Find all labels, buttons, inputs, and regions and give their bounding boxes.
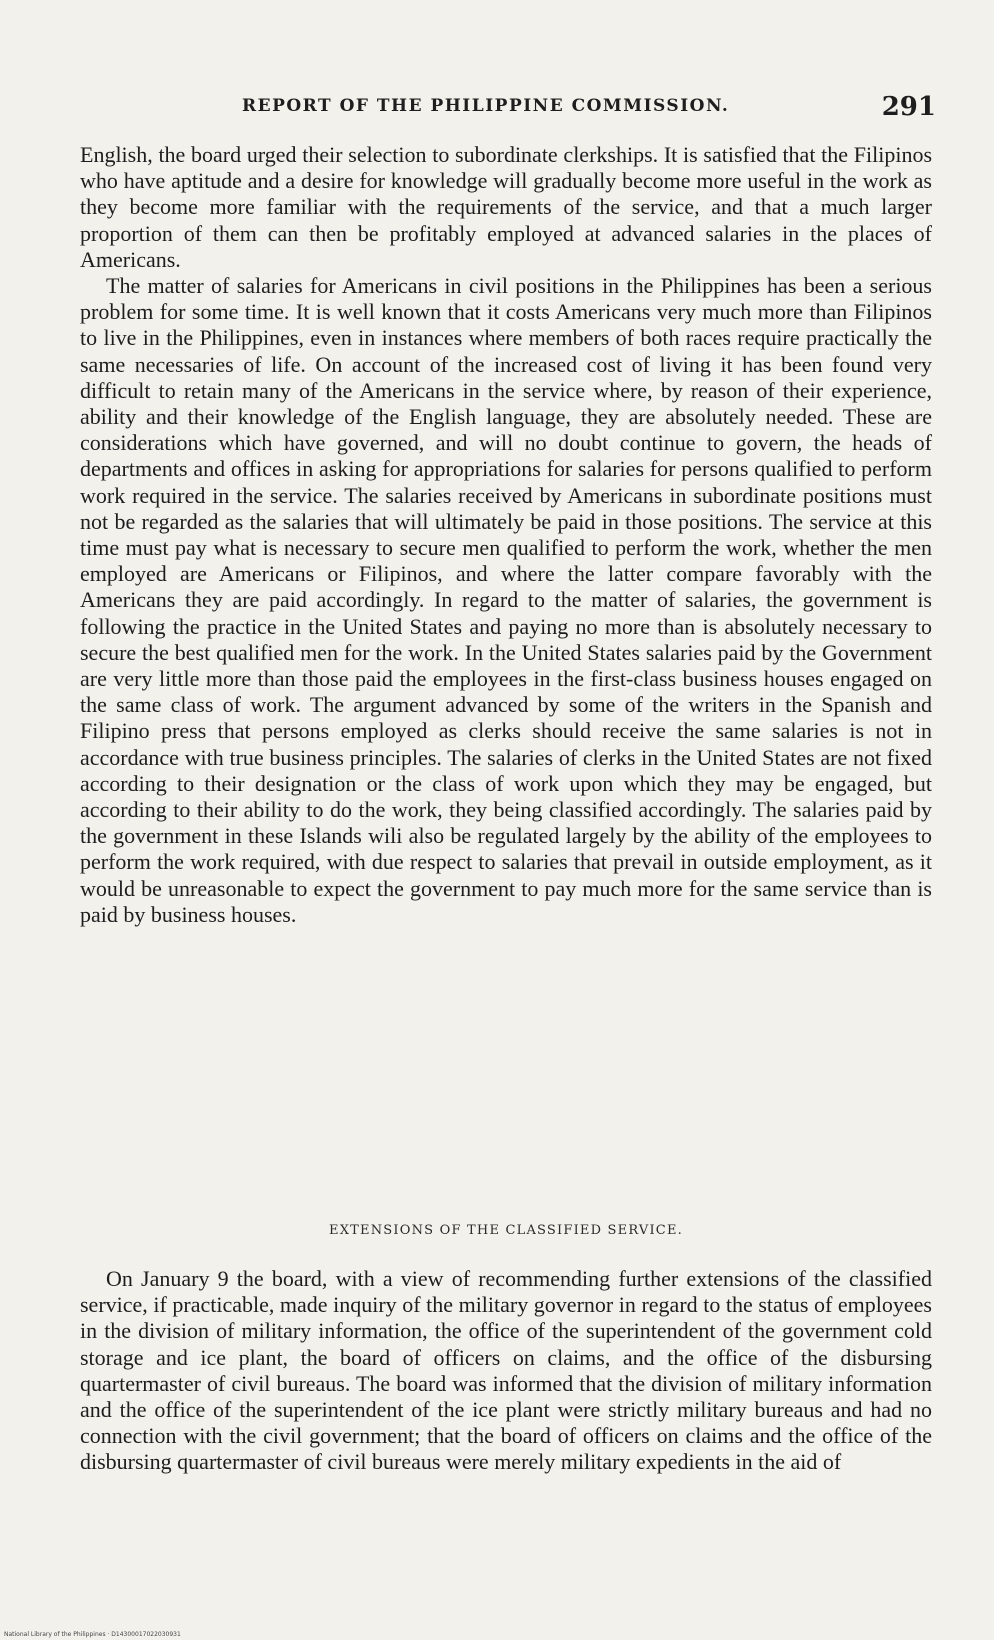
- paragraph-extensions: On January 9 the board, with a view of recommending further extensions of the classified service, if practicable, made inquiry of the military governor in regard to the status of employees in the division of military information, the office of the superintendent of the government cold storage and ice plant, the board of officers on claims, and the office of the disbursing quartermaster of civil bureaus. The board was informed that the division of military information and the office of the superintendent of the ice plant were strictly military bureaus and had no connection with the civil government; that the board of officers on claims and the office of the disbursing quartermaster of civil bureaus were merely military expedients in the aid of: [80, 1266, 932, 1475]
- page-number: 291: [881, 92, 936, 122]
- paragraph-salaries: The matter of salaries for Americans in civil positions in the Philippines has been a serious problem for some time. It is well known that it costs Americans very much more than Filipinos to live in the Philippines, even in instances where members of both races require practically the same necessaries of life. On account of the increased cost of living it has been found very difficult to retain many of the Americans in the service where, by reason of their experience, ability and their knowledge of the English language, they are absolutely needed. These are considerations which have governed, and will no doubt continue to govern, the heads of departments and offices in asking for appropriations for salaries for persons qualified to perform work required in the service. The salaries received by Americans in subordinate positions must not be regarded as the salaries that will ultimately be paid in those positions. The service at this time must pay what is necessary to secure men qualified to perform the work, whether the men employed are Americans or Filipinos, and where the latter compare favorably with the Americans they are paid accordingly. In regard to the matter of salaries, the government is following the practice in the United States and paying no more than is absolutely necessary to secure the best qualified men for the work. In the United States salaries paid by the Government are very little more than those paid the employees in the first-class business houses engaged on the same class of work. The argument advanced by some of the writers in the Spanish and Filipino press that persons employed as clerks should receive the same salaries is not in accordance with true business principles. The salaries of clerks in the United States are not fixed according to their designation or the class of work upon which they may be engaged, but according to their ability to do the work, they being classified accordingly. The salaries paid by the government in these Islands wili also be regulated largely by the ability of the employees to perform the work required, with due respect to salaries that prevail in outside employment, as it would be unreasonable to expect the government to pay much more for the same service than is paid by business houses.: [80, 273, 932, 927]
- running-head: REPORT OF THE PHILIPPINE COMMISSION.: [242, 96, 730, 116]
- section-heading: EXTENSIONS OF THE CLASSIFIED SERVICE.: [329, 1223, 683, 1238]
- section-body-text: [80, 1266, 932, 1476]
- page-header: [76, 92, 936, 122]
- paragraph-continued: English, the board urged their selection to subordinate clerkships. It is satisfied that the Filipinos who have aptitude and a desire for knowledge will gradually become more useful in the work as they become more familiar with the requirements of the service, and that a much larger proportion of them can then be profitably employed at advanced salaries in the places of Americans.: [80, 142, 932, 272]
- scan-footer: National Library of the Philippines · D14300017022030931: [4, 1631, 181, 1638]
- body-text: [80, 142, 932, 928]
